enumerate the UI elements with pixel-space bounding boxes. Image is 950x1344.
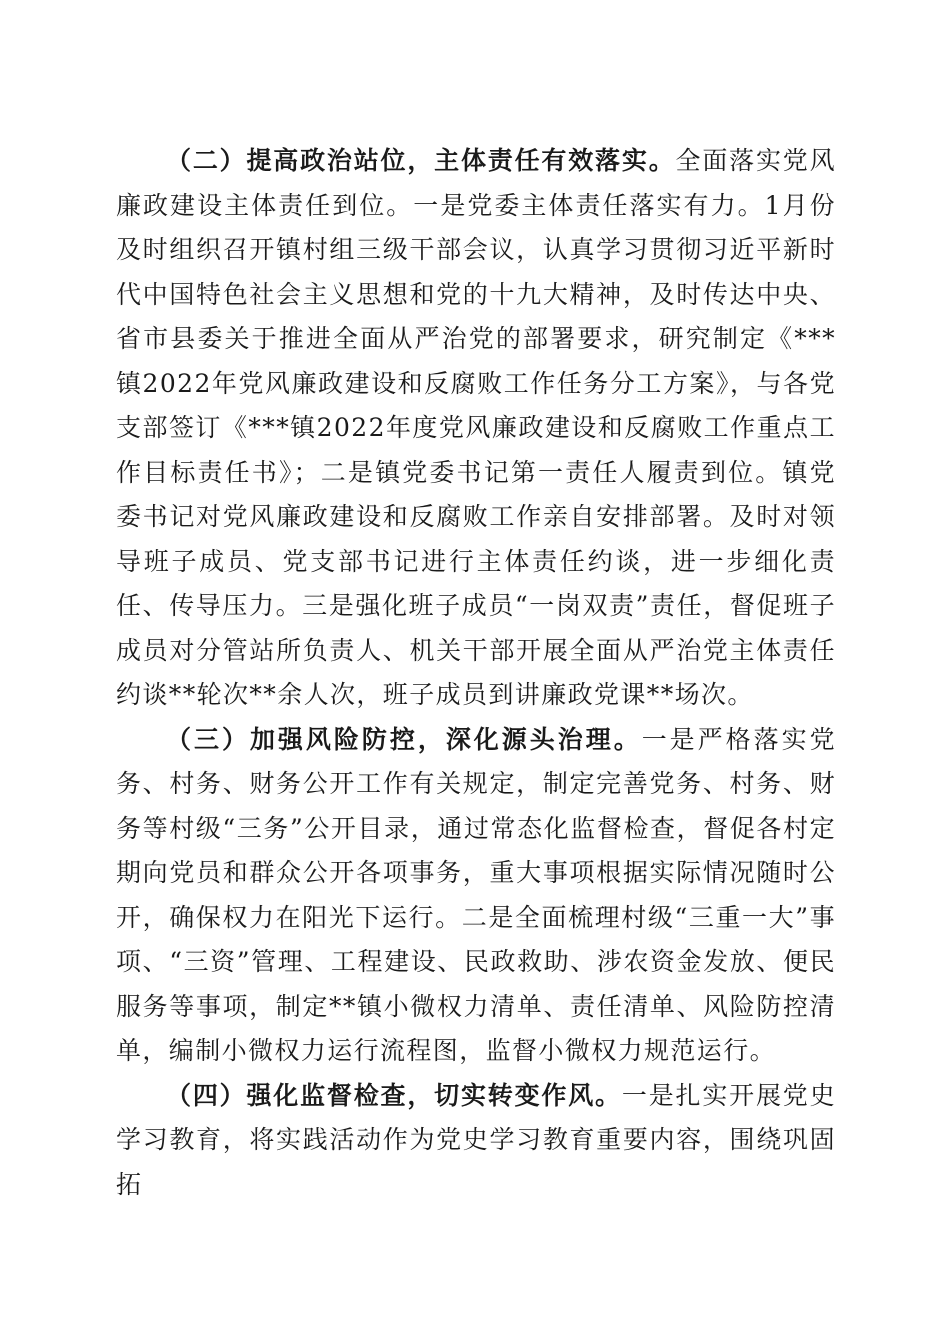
section-heading-2: （二）提高政治站位，主体责任有效落实。 — [166, 146, 676, 175]
paragraph-risk-control — [116, 718, 836, 1074]
paragraph-body-2: 全面落实党风廉政建设主体责任到位。一是党委主体责任落实有力。1月份及时组织召开镇村组三级干部会议，认真学习贯彻习近平新时代中国特色社会主义思想和党的十九大精神，及时传达中央、省市县委关于推进全面从严治党的部署要求，研究制定《***镇2022年党风廉政建设和反腐败工作任务分工方案》，与各党支部签订《***镇2022年度党风廉政建设和反腐败工作重点工作目标责任书》；二是镇党委书记第一责任人履责到位。镇党委书记对党风廉政建设和反腐败工作亲自安排部署。及时对领导班子成员、党支部书记进行主体责任约谈，进一步细化责任、传导压力。三是强化班子成员“一岗双责”责任，督促班子成员对分管站所负责人、机关干部开展全面从严治党主体责任约谈**轮次**余人次，班子成员到讲廉政党课**场次。 — [116, 146, 836, 709]
section-heading-3: （三）加强风险防控，深化源头治理。 — [166, 724, 642, 754]
paragraph-body-4: 一是扎实开展党史学习教育，将实践活动作为党史学习教育重要内容，围绕巩固拓 — [116, 1080, 836, 1199]
paragraph-body-3: 一是严格落实党务、村务、财务公开工作有关规定，制定完善党务、村务、财务等村级“三务”公开目录，通过常态化监督检查，督促各村定期向党员和群众公开各项事务，重大事项根据实际情况随时公开，确保权力在阳光下运行。二是全面梳理村级“三重一大”事项、“三资”管理、工程建设、民政救助、涉农资金发放、便民服务等事项，制定**镇小微权力清单、责任清单、风险防控清单，编制小微权力运行流程图，监督小微权力规范运行。 — [116, 724, 836, 1065]
section-heading-4: （四）强化监督检查，切实转变作风。 — [166, 1080, 622, 1110]
paragraph-responsibility — [116, 139, 836, 718]
document-page — [116, 139, 836, 1207]
paragraph-supervision — [116, 1074, 836, 1208]
